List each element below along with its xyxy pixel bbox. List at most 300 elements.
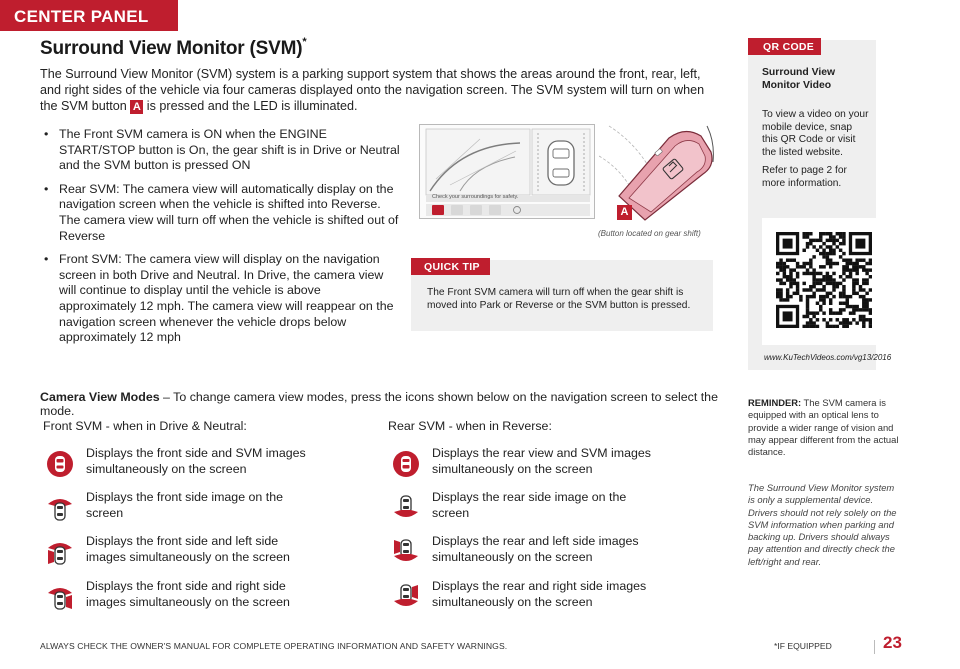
qr-module (842, 265, 845, 268)
qr-reference: Refer to page 2 for more information. (762, 165, 847, 189)
qr-module (842, 308, 845, 311)
qr-module (836, 245, 839, 248)
qr-module (822, 288, 825, 291)
qr-module (836, 285, 839, 288)
qr-body (762, 109, 870, 197)
qr-module (855, 308, 858, 311)
qr-url-link[interactable]: www.KuTechVideos.com/vg13/2016 (764, 353, 892, 362)
qr-module (819, 298, 822, 301)
qr-module (869, 321, 872, 324)
svm-disclaimer: The Surround View Monitor system is only a supplemental device. Drivers should not rely solely on the SVM information when parking and backing up. Drivers should always pay attention and directly check the left/right and rear. (748, 482, 897, 567)
front-left-icon[interactable] (46, 538, 74, 566)
qr-module (796, 288, 799, 291)
qr-module (836, 262, 839, 265)
qr-module (796, 285, 799, 288)
qr-module (832, 239, 835, 242)
qr-module (822, 311, 825, 314)
qr-module (776, 272, 779, 275)
qr-module (852, 292, 855, 295)
qr-module (776, 292, 779, 295)
qr-module (862, 325, 865, 328)
qr-module (869, 311, 872, 314)
qr-module (789, 275, 792, 278)
qr-module (806, 321, 809, 324)
qr-module (852, 311, 855, 314)
qr-module (869, 308, 872, 311)
qr-module (806, 288, 809, 291)
qr-module (842, 242, 845, 245)
qr-module (779, 262, 782, 265)
qr-module (829, 275, 832, 278)
qr-module (819, 305, 822, 308)
qr-module (842, 272, 845, 275)
qr-module (862, 321, 865, 324)
qr-module (819, 265, 822, 268)
qr-module (802, 265, 805, 268)
qr-module (799, 298, 802, 301)
qr-module (793, 278, 796, 281)
qr-module (812, 275, 815, 278)
qr-module (776, 295, 779, 298)
qr-module (816, 249, 819, 252)
qr-module (855, 282, 858, 285)
qr-module (822, 318, 825, 321)
front-side-description: Displays the front side image on the screen (86, 490, 283, 520)
qr-module (826, 292, 829, 295)
rear-left-icon[interactable] (392, 538, 420, 566)
qr-module (832, 285, 835, 288)
qr-module (865, 272, 868, 275)
front-svm-heading: Front SVM - when in Drive & Neutral: (43, 419, 247, 433)
qr-module (855, 321, 858, 324)
qr-module (806, 325, 809, 328)
qr-module (859, 265, 862, 268)
qr-module (822, 249, 825, 252)
qr-module (786, 258, 789, 261)
qr-module (776, 265, 779, 268)
qr-module (793, 282, 796, 285)
front-svm-icon[interactable] (46, 450, 74, 478)
qr-module (855, 262, 858, 265)
qr-module (849, 258, 852, 261)
rear-svm-heading: Rear SVM - when in Reverse: (388, 419, 552, 433)
qr-module (822, 278, 825, 281)
qr-module (822, 232, 825, 235)
qr-module (865, 262, 868, 265)
qr-module (806, 235, 809, 238)
qr-instructions: To view a video on your mobile device, snap this QR Code or visit the listed website. (762, 109, 869, 158)
page-number: 23 (883, 633, 902, 652)
qr-module (789, 285, 792, 288)
qr-module (852, 262, 855, 265)
svm-screen-graphic (420, 125, 596, 220)
qr-module (839, 275, 842, 278)
qr-module (829, 252, 832, 255)
qr-module (819, 278, 822, 281)
qr-module (869, 275, 872, 278)
qr-module (839, 321, 842, 324)
qr-module (812, 292, 815, 295)
screen-warning-text: Check your surroundings for safety. (432, 194, 519, 200)
qr-code-image[interactable] (776, 232, 872, 328)
qr-module (829, 325, 832, 328)
qr-module (849, 262, 852, 265)
qr-module (832, 295, 835, 298)
qr-module (852, 305, 855, 308)
qr-module (842, 325, 845, 328)
qr-module (836, 239, 839, 242)
qr-module (819, 232, 822, 235)
qr-module (852, 318, 855, 321)
qr-module (869, 318, 872, 321)
qr-module (812, 282, 815, 285)
qr-module (816, 278, 819, 281)
qr-module (842, 235, 845, 238)
qr-module (802, 249, 805, 252)
qr-module (869, 258, 872, 261)
qr-module (855, 272, 858, 275)
qr-module (849, 321, 852, 324)
front-left-description: Displays the front side and left side images simultaneously on the screen (86, 534, 290, 564)
qr-module (869, 298, 872, 301)
qr-module (869, 325, 872, 328)
qr-module (796, 275, 799, 278)
qr-module (809, 285, 812, 288)
reminder-label: REMINDER: (748, 397, 802, 408)
qr-module (796, 282, 799, 285)
qr-module (783, 272, 786, 275)
intro-text-2: is pressed and the LED is illuminated. (143, 99, 358, 113)
qr-module (826, 275, 829, 278)
qr-module (786, 265, 789, 268)
bullet-item: • Rear SVM: The camera view will automatically display on the navigation screen when the vehicle is shifted into Reverse. The camera view will turn off when the vehicle is shifted out of Reverse (40, 182, 400, 244)
qr-module (826, 278, 829, 281)
qr-module (865, 292, 868, 295)
footer-warning: ALWAYS CHECK THE OWNER'S MANUAL FOR COMPLETE OPERATING INFORMATION AND SAFETY WARNINGS. (40, 641, 508, 651)
qr-module (802, 325, 805, 328)
qr-module (812, 315, 815, 318)
qr-module (793, 292, 796, 295)
qr-module (832, 272, 835, 275)
qr-module (846, 265, 849, 268)
rear-side-description: Displays the rear side image on the screen (432, 490, 627, 520)
qr-module (809, 258, 812, 261)
modes-heading-text: – To change camera view modes, press the icons shown below on the navigation screen to select the mode. (40, 390, 718, 418)
qr-module (862, 268, 865, 271)
qr-module (846, 318, 849, 321)
qr-module (816, 272, 819, 275)
qr-module (822, 298, 825, 301)
qr-module (829, 308, 832, 311)
qr-module (796, 272, 799, 275)
rear-svm-icon[interactable] (392, 450, 420, 478)
qr-module (789, 282, 792, 285)
qr-module (846, 298, 849, 301)
qr-module (862, 298, 865, 301)
qr-module (839, 311, 842, 314)
qr-module (842, 268, 845, 271)
qr-module (832, 249, 835, 252)
qr-module (809, 262, 812, 265)
qr-module (826, 295, 829, 298)
qr-module (855, 278, 858, 281)
qr-module (849, 275, 852, 278)
qr-module (812, 325, 815, 328)
qr-module (839, 255, 842, 258)
qr-module (786, 295, 789, 298)
qr-finder-pattern (783, 311, 793, 321)
qr-module (846, 295, 849, 298)
qr-module (826, 232, 829, 235)
qr-module (859, 318, 862, 321)
qr-module (855, 305, 858, 308)
qr-module (842, 302, 845, 305)
qr-module (806, 298, 809, 301)
qr-module (849, 311, 852, 314)
qr-module (839, 292, 842, 295)
qr-module (819, 288, 822, 291)
qr-module (806, 315, 809, 318)
svm-screen-illustration (419, 124, 595, 219)
qr-module (776, 278, 779, 281)
qr-module (809, 311, 812, 314)
figure-caption: (Button located on gear shift) (598, 229, 701, 238)
footer-if-equipped: *IF EQUIPPED (774, 641, 832, 651)
qr-module (786, 275, 789, 278)
qr-module (826, 325, 829, 328)
qr-module (869, 262, 872, 265)
qr-module (855, 265, 858, 268)
qr-module (812, 245, 815, 248)
qr-module (786, 292, 789, 295)
qr-module (829, 318, 832, 321)
qr-module (819, 308, 822, 311)
qr-module (776, 288, 779, 291)
qr-module (862, 288, 865, 291)
qr-module (862, 315, 865, 318)
qr-module (809, 321, 812, 324)
qr-module (806, 232, 809, 235)
qr-module (852, 288, 855, 291)
qr-module (809, 265, 812, 268)
qr-module (779, 295, 782, 298)
qr-module (859, 285, 862, 288)
qr-module (779, 268, 782, 271)
qr-module (852, 285, 855, 288)
qr-module (799, 265, 802, 268)
qr-module (809, 288, 812, 291)
qr-module (819, 239, 822, 242)
qr-module (849, 268, 852, 271)
qr-module (822, 302, 825, 305)
qr-module (865, 308, 868, 311)
qr-module (865, 268, 868, 271)
qr-module (865, 282, 868, 285)
qr-module (842, 295, 845, 298)
qr-module (816, 318, 819, 321)
qr-module (846, 275, 849, 278)
svm-button-badge: A (130, 100, 143, 114)
qr-module (789, 278, 792, 281)
qr-module (826, 272, 829, 275)
qr-module (869, 288, 872, 291)
qr-module (839, 295, 842, 298)
qr-module (779, 288, 782, 291)
qr-module (806, 305, 809, 308)
qr-module (826, 262, 829, 265)
qr-module (862, 302, 865, 305)
qr-module (826, 252, 829, 255)
qr-module (855, 292, 858, 295)
qr-module (862, 278, 865, 281)
qr-module (862, 258, 865, 261)
qr-module (819, 272, 822, 275)
qr-module (849, 305, 852, 308)
qr-module (842, 258, 845, 261)
qr-module (836, 311, 839, 314)
qr-module (839, 282, 842, 285)
qr-module (829, 278, 832, 281)
qr-module (829, 302, 832, 305)
rear-right-icon[interactable] (392, 583, 420, 611)
svm-bullet-list (40, 127, 400, 354)
qr-module (842, 292, 845, 295)
qr-module (865, 302, 868, 305)
qr-module (839, 235, 842, 238)
qr-module (816, 302, 819, 305)
section-tab: CENTER PANEL (0, 0, 178, 31)
qr-module (846, 305, 849, 308)
qr-module (816, 239, 819, 242)
qr-module (842, 252, 845, 255)
qr-module (852, 265, 855, 268)
qr-module (829, 298, 832, 301)
qr-module (819, 245, 822, 248)
qr-module (779, 292, 782, 295)
qr-module (846, 262, 849, 265)
qr-module (842, 288, 845, 291)
qr-module (849, 272, 852, 275)
qr-module (846, 268, 849, 271)
bullet-item: • Front SVM: The camera view will display on the navigation screen in both Drive and Neutral. In Drive, the camera view will continue to display until the vehicle is above approximately 12 mph. The camera view will reappear on the navigation screen whenever the vehicle drops below approximately 12 mph (40, 252, 400, 346)
qr-module (802, 235, 805, 238)
qr-module (865, 278, 868, 281)
qr-module (829, 235, 832, 238)
qr-finder-pattern (855, 239, 865, 249)
qr-module (809, 272, 812, 275)
front-side-icon[interactable] (46, 494, 74, 522)
qr-title: Surround View Monitor Video (762, 67, 836, 91)
qr-module (806, 272, 809, 275)
qr-module (859, 288, 862, 291)
qr-module (842, 321, 845, 324)
qr-module (809, 295, 812, 298)
qr-module (783, 268, 786, 271)
qr-module (812, 311, 815, 314)
qr-module (862, 305, 865, 308)
qr-module (779, 265, 782, 268)
qr-module (826, 321, 829, 324)
qr-module (819, 282, 822, 285)
qr-module (852, 308, 855, 311)
qr-module (836, 318, 839, 321)
qr-module (806, 311, 809, 314)
qr-module (839, 232, 842, 235)
qr-module (812, 295, 815, 298)
qr-module (789, 268, 792, 271)
qr-module (809, 325, 812, 328)
qr-module (829, 262, 832, 265)
qr-module (862, 308, 865, 311)
qr-module (829, 265, 832, 268)
qr-module (846, 321, 849, 324)
bullet-item: • The Front SVM camera is ON when the ENGINE START/STOP button is On, the gear shift is in Drive or Neutral and the SVM button is pressed ON (40, 127, 400, 174)
qr-module (783, 298, 786, 301)
qr-module (809, 242, 812, 245)
qr-module (812, 268, 815, 271)
qr-module (786, 288, 789, 291)
qr-module (806, 242, 809, 245)
footer-divider (874, 640, 875, 654)
qr-module (842, 278, 845, 281)
qr-module (789, 272, 792, 275)
qr-module (796, 262, 799, 265)
qr-module (806, 268, 809, 271)
qr-module (839, 302, 842, 305)
qr-module (832, 311, 835, 314)
qr-module (786, 278, 789, 281)
qr-module (839, 242, 842, 245)
qr-module (822, 255, 825, 258)
qr-module (806, 295, 809, 298)
qr-module (819, 252, 822, 255)
qr-module (779, 282, 782, 285)
qr-module (849, 295, 852, 298)
qr-module (829, 239, 832, 242)
svm-button-callout: A (617, 205, 632, 220)
camera-view-modes-heading (40, 390, 730, 418)
qr-module (855, 258, 858, 261)
qr-module (793, 258, 796, 261)
reminder-text: The SVM camera is equipped with an optical lens to provide a wider range of vision and may appear different from the actual distance. (748, 397, 899, 458)
qr-module (806, 308, 809, 311)
qr-module (802, 315, 805, 318)
front-right-icon[interactable] (46, 583, 74, 611)
qr-module (802, 262, 805, 265)
qr-module (832, 282, 835, 285)
qr-module (859, 315, 862, 318)
qr-code-graphic[interactable] (776, 232, 872, 328)
qr-module (822, 252, 825, 255)
qr-module (862, 318, 865, 321)
qr-module (832, 288, 835, 291)
qr-module (816, 311, 819, 314)
qr-module (832, 242, 835, 245)
qr-module (852, 282, 855, 285)
qr-module (822, 265, 825, 268)
qr-module (812, 272, 815, 275)
qr-module (802, 232, 805, 235)
rear-side-icon[interactable] (392, 494, 420, 522)
qr-module (779, 278, 782, 281)
qr-code-label: QR CODE (748, 38, 821, 55)
qr-module (836, 282, 839, 285)
qr-module (846, 302, 849, 305)
qr-module (802, 288, 805, 291)
qr-finder-pattern (783, 239, 793, 249)
rear-right-description: Displays the rear and right side images simultaneously on the screen (432, 579, 647, 609)
rear-left-description: Displays the rear and left side images simultaneously on the screen (432, 534, 639, 564)
